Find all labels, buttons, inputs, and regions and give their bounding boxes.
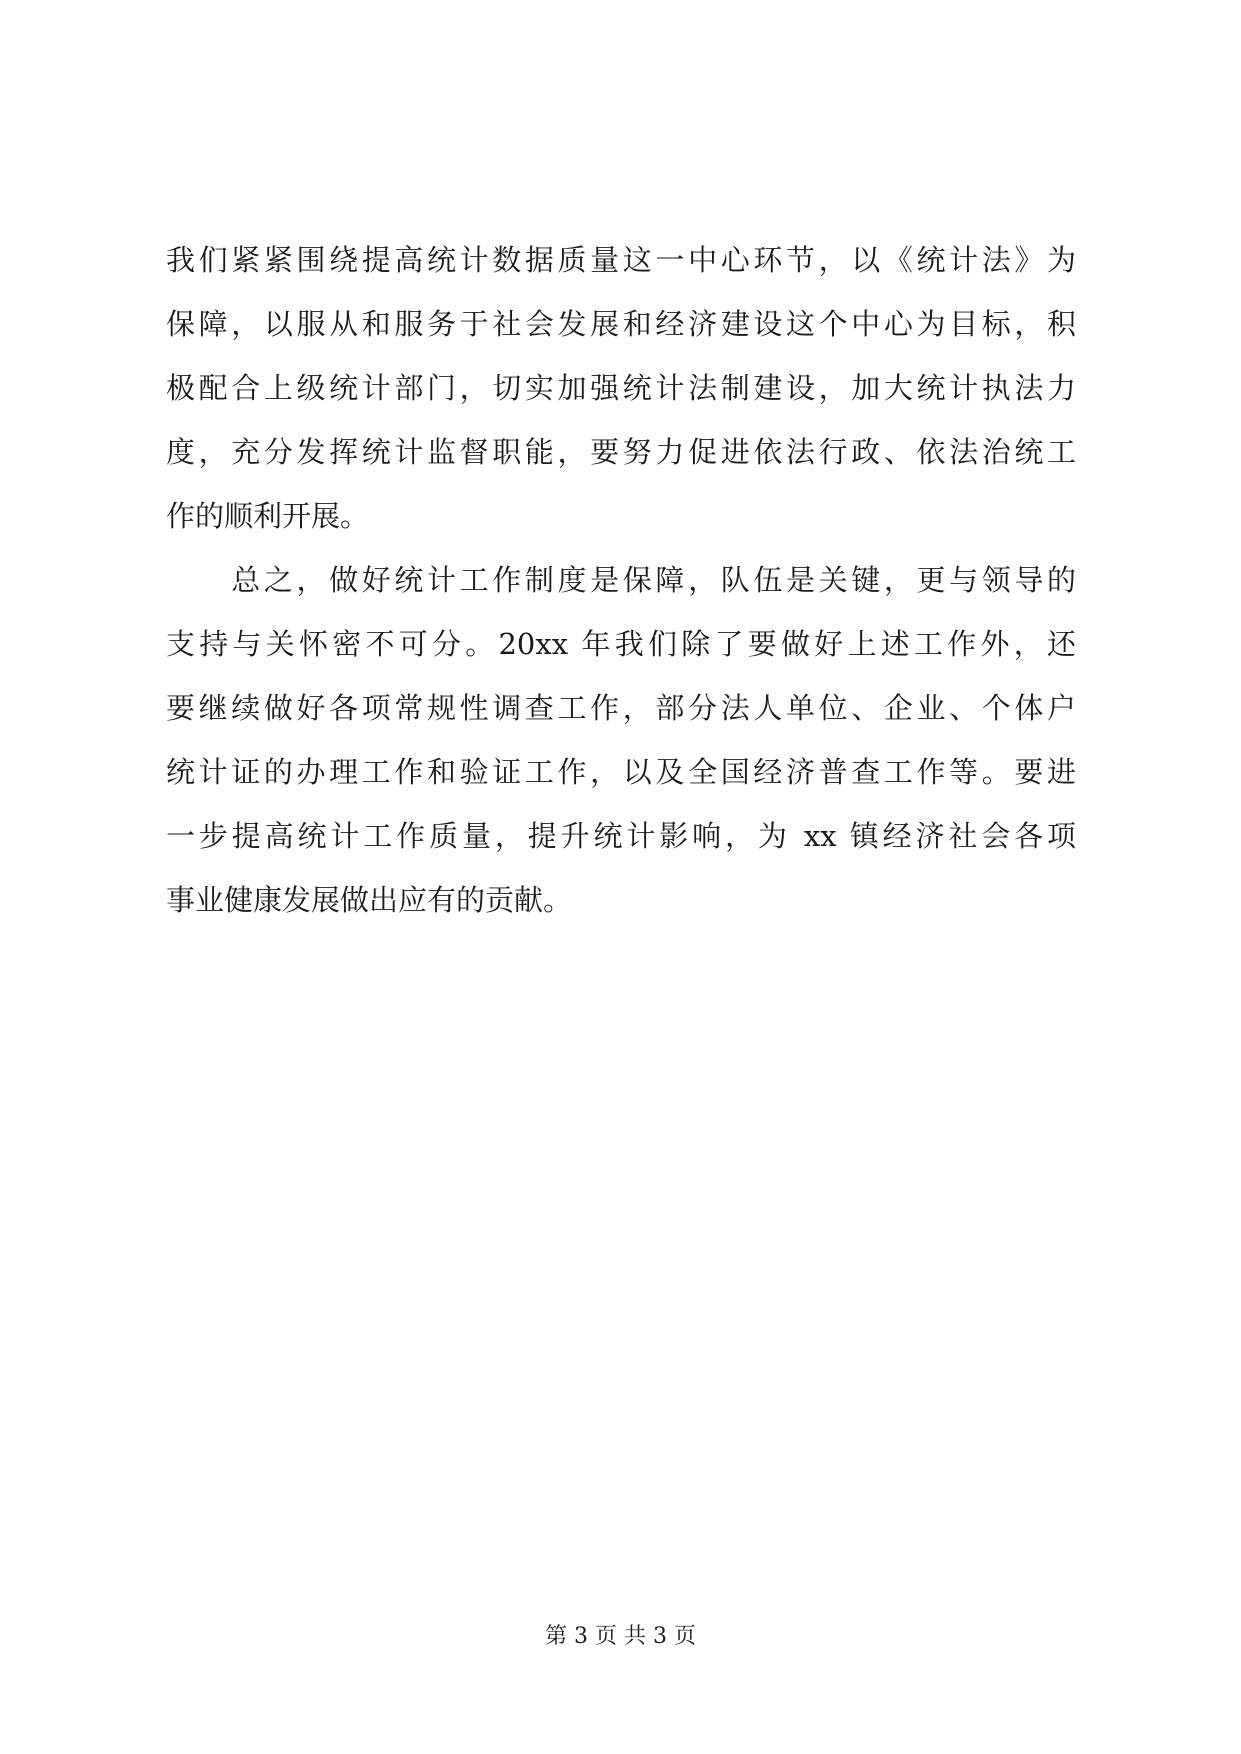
page-number-footer: 第 3 页 共 3 页: [545, 1624, 696, 1649]
text-line: 要继续做好各项常规性调查工作，部分法人单位、企业、个体户: [166, 691, 1076, 725]
text-line: 保障，以服从和服务于社会发展和经济建设这个中心为目标，积: [166, 307, 1076, 341]
text-line: 事业健康发展做出应有的贡献。: [166, 883, 573, 917]
text-line: 度，充分发挥统计监督职能，要努力促进依法行政、依法治统工: [166, 435, 1076, 469]
paragraph-1: [166, 228, 1076, 548]
text-line: 总之，做好统计工作制度是保障，队伍是关键，更与领导的: [166, 563, 1076, 597]
text-line: 我们紧紧围绕提高统计数据质量这一中心环节，以《统计法》为: [166, 243, 1076, 277]
text-line: 一步提高统计工作质量，提升统计影响，为 xx 镇经济社会各项: [166, 819, 1076, 853]
text-line: 作的顺利开展。: [166, 499, 370, 533]
document-body: [166, 228, 1076, 932]
text-line: 统计证的办理工作和验证工作，以及全国经济普查工作等。要进: [166, 755, 1076, 789]
text-line: 支持与关怀密不可分。20xx 年我们除了要做好上述工作外，还: [166, 627, 1076, 661]
paragraph-2: [166, 548, 1076, 932]
text-line: 极配合上级统计部门，切实加强统计法制建设，加大统计执法力: [166, 371, 1076, 405]
